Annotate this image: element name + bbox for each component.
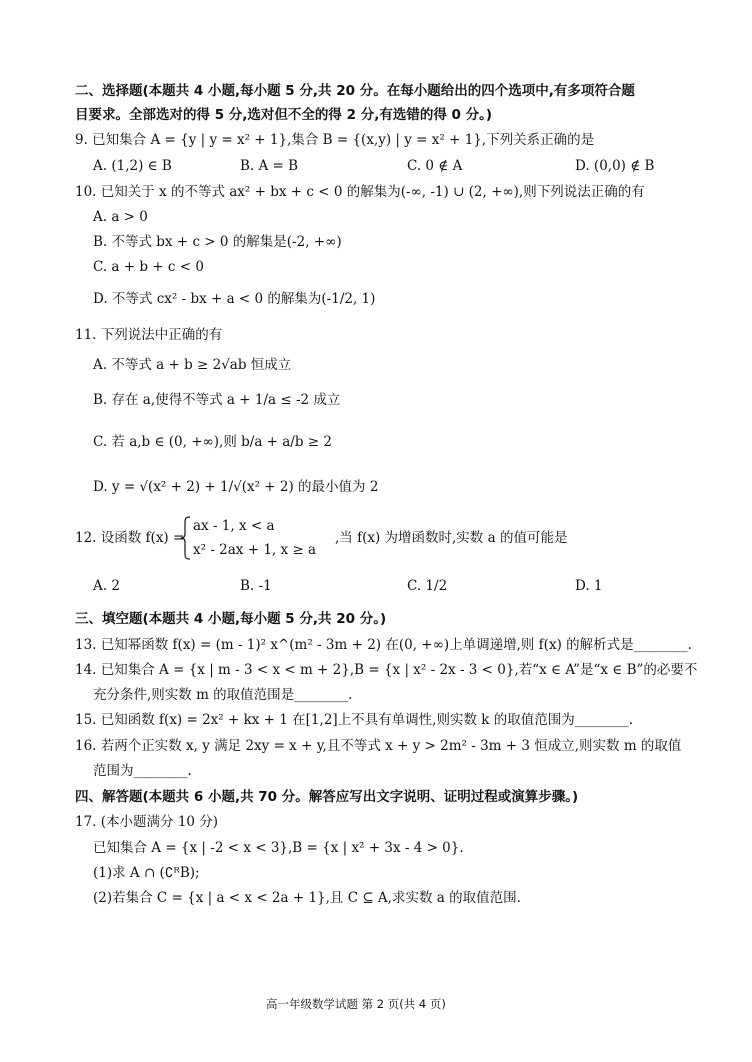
- question-12-option-a: A. 2: [93, 578, 120, 594]
- question-10-option-b: B. 不等式 bx + c > 0 的解集是(-2, +∞): [93, 234, 342, 250]
- question-9-option-a: A. (1,2) ∈ B: [93, 158, 172, 174]
- question-11-option-a: A. 不等式 a + b ≥ 2√ab 恒成立: [93, 357, 292, 373]
- question-17-title: 17. (本小题满分 10 分): [75, 814, 219, 830]
- section-answer-heading: 四、解答题(本题共 6 小题,共 70 分。解答应写出文字说明、证明过程或演算步骤。): [75, 789, 579, 805]
- question-11-option-d: D. y = √(x² + 2) + 1/√(x² + 2) 的最小值为 2: [93, 479, 379, 495]
- question-12-stem-prefix: 12. 设函数 f(x) =: [75, 530, 185, 546]
- question-17-part-2: (2)若集合 C = {x | a < x < 2a + 1},且 C ⊆ A,求实数 a 的取值范围.: [93, 890, 521, 906]
- question-10-option-c: C. a + b + c < 0: [93, 259, 204, 275]
- section-multi-choice-heading: 二、选择题(本题共 4 小题,每小题 5 分,共 20 分。在每小题给出的四个选项中,有多项符合题: [75, 83, 635, 99]
- question-9-stem: 9. 已知集合 A = {y | y = x² + 1},集合 B = {(x,y) | y = x² + 1},下列关系正确的是: [75, 132, 595, 148]
- question-11-option-c: C. 若 a,b ∈ (0, +∞),则 b/a + a/b ≥ 2: [93, 434, 332, 450]
- left-brace-icon: [180, 516, 192, 560]
- question-9-option-c: C. 0 ∉ A: [407, 158, 463, 174]
- question-12-option-b: B. -1: [240, 578, 272, 594]
- question-9-options: [93, 157, 693, 175]
- question-12-options: [93, 577, 693, 595]
- question-13: 13. 已知幂函数 f(x) = (m - 1)² x^(m² - 3m + 2) 在(0, +∞)上单调递增,则 f(x) 的解析式是________.: [75, 637, 692, 653]
- question-16-line-1: 16. 若两个正实数 x, y 满足 2xy = x + y,且不等式 x + y > 2m² - 3m + 3 恒成立,则实数 m 的取值: [75, 738, 682, 754]
- page-footer: 高一年级数学试题 第 2 页(共 4 页): [266, 997, 446, 1011]
- question-17-part-1: (1)求 A ∩ (∁ᴿB);: [93, 865, 200, 881]
- question-12-piece-2: x² - 2ax + 1, x ≥ a: [193, 542, 317, 558]
- question-11-stem: 11. 下列说法中正确的有: [75, 327, 223, 343]
- question-15: 15. 已知函数 f(x) = 2x² + kx + 1 在[1,2]上不具有单调性,则实数 k 的取值范围为________.: [75, 712, 634, 728]
- section-multi-choice-heading-cont: 目要求。全部选对的得 5 分,选对但不全的得 2 分,有选错的得 0 分。): [75, 107, 493, 123]
- question-12-option-d: D. 1: [575, 578, 603, 594]
- question-10-stem: 10. 已知关于 x 的不等式 ax² + bx + c < 0 的解集为(-∞, -1) ∪ (2, +∞),则下列说法正确的有: [75, 184, 645, 200]
- question-9-option-b: B. A = B: [240, 158, 299, 174]
- question-12-stem-suffix: ,当 f(x) 为增函数时,实数 a 的值可能是: [335, 530, 568, 546]
- question-10-option-d: D. 不等式 cx² - bx + a < 0 的解集为(-1/2, 1): [93, 291, 376, 307]
- question-16-line-2: 范围为________.: [93, 763, 192, 779]
- question-17-given: 已知集合 A = {x | -2 < x < 3},B = {x | x² + 3x - 4 > 0}.: [93, 840, 464, 856]
- question-14-line-2: 充分条件,则实数 m 的取值范围是________.: [93, 687, 353, 703]
- question-10-option-a: A. a > 0: [93, 209, 148, 225]
- question-12-piece-1: ax - 1, x < a: [193, 518, 275, 534]
- section-fill-blank-heading: 三、填空题(本题共 4 小题,每小题 5 分,共 20 分。): [75, 611, 387, 627]
- question-14-line-1: 14. 已知集合 A = {x | m - 3 < x < m + 2},B = {x | x² - 2x - 3 < 0},若“x ∈ A”是“x ∈ B”的必要不: [75, 662, 698, 678]
- question-11-option-b: B. 存在 a,使得不等式 a + 1/a ≤ -2 成立: [93, 392, 341, 408]
- question-9-option-d: D. (0,0) ∉ B: [575, 158, 655, 174]
- question-12-option-c: C. 1/2: [407, 578, 448, 594]
